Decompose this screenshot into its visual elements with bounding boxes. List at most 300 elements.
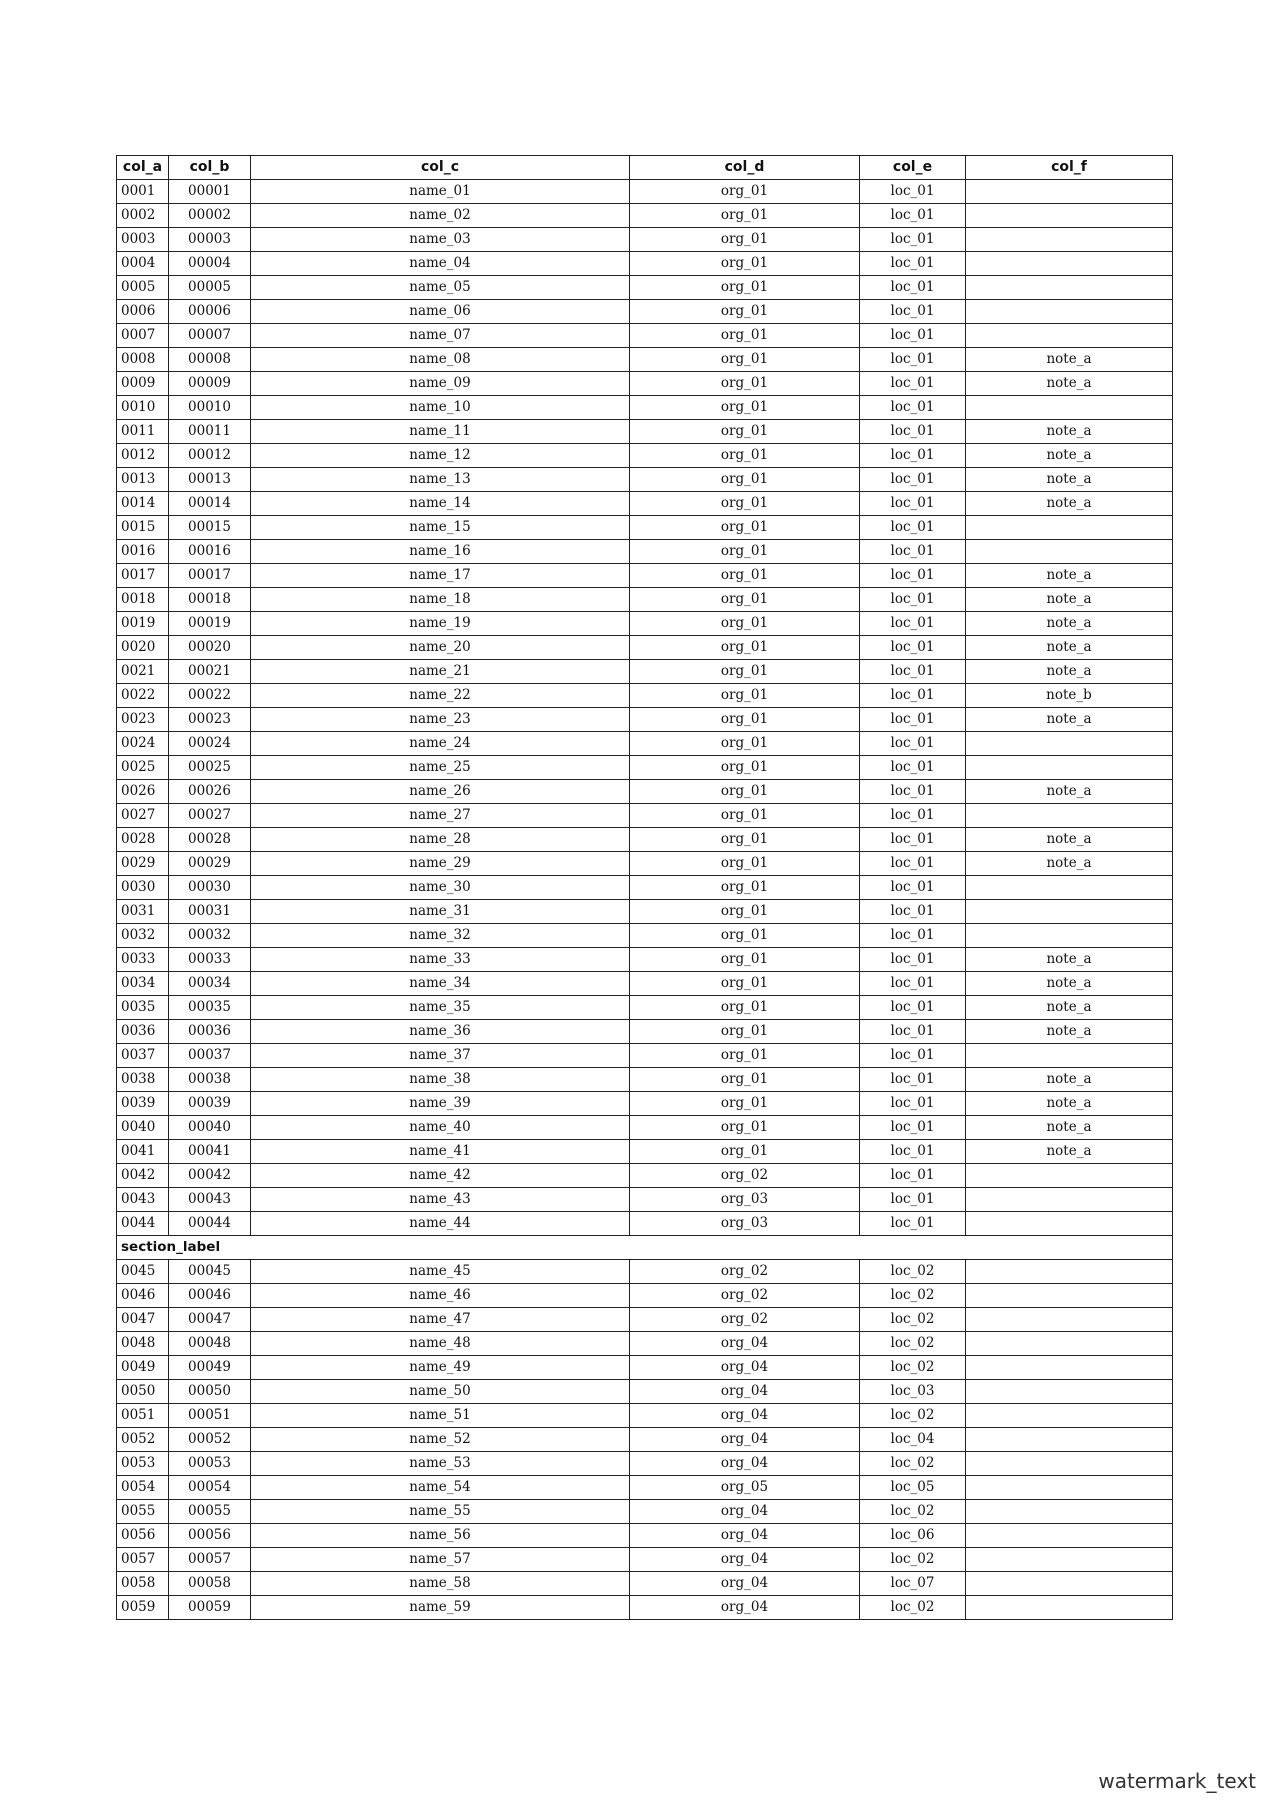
col-b-cell: 00043 <box>169 1188 251 1212</box>
col-b-cell: 00003 <box>169 228 251 252</box>
col-f-cell: note_a <box>966 852 1173 876</box>
table-row <box>117 372 1173 396</box>
col-c-cell: name_41 <box>251 1140 630 1164</box>
table-row <box>117 1524 1173 1548</box>
col-e-cell: loc_01 <box>860 228 966 252</box>
col-f-cell <box>966 924 1173 948</box>
col-d-cell: org_02 <box>630 1308 860 1332</box>
col-b-cell: 00057 <box>169 1548 251 1572</box>
col-c-cell: name_48 <box>251 1332 630 1356</box>
col-f-cell: note_a <box>966 708 1173 732</box>
col-b-cell: 00014 <box>169 492 251 516</box>
table-row <box>117 852 1173 876</box>
col-d-cell: org_01 <box>630 900 860 924</box>
col-c-cell: name_52 <box>251 1428 630 1452</box>
col-f-cell <box>966 1548 1173 1572</box>
col-f-cell <box>966 252 1173 276</box>
col-a-cell: 0043 <box>117 1188 169 1212</box>
col-e-cell: loc_01 <box>860 612 966 636</box>
col-d-cell: org_02 <box>630 1164 860 1188</box>
col-d-cell: org_02 <box>630 1260 860 1284</box>
table-row <box>117 588 1173 612</box>
col-f-cell: note_a <box>966 996 1173 1020</box>
col-d-cell: org_01 <box>630 180 860 204</box>
table-row <box>117 732 1173 756</box>
col-f-cell <box>966 540 1173 564</box>
col-e-cell: loc_02 <box>860 1548 966 1572</box>
col-a-cell: 0058 <box>117 1572 169 1596</box>
col-c-cell: name_18 <box>251 588 630 612</box>
col-a-cell: 0046 <box>117 1284 169 1308</box>
table-row <box>117 252 1173 276</box>
table-row <box>117 1596 1173 1620</box>
col-e-cell: loc_02 <box>860 1404 966 1428</box>
col-e-cell: loc_01 <box>860 948 966 972</box>
col-f-cell <box>966 1356 1173 1380</box>
header-col-f: col_f <box>966 156 1173 180</box>
col-c-cell: name_44 <box>251 1212 630 1236</box>
data-sheet <box>116 155 1172 1620</box>
col-d-cell: org_01 <box>630 276 860 300</box>
col-b-cell: 00018 <box>169 588 251 612</box>
col-a-cell: 0016 <box>117 540 169 564</box>
col-d-cell: org_02 <box>630 1284 860 1308</box>
col-f-cell <box>966 1572 1173 1596</box>
col-e-cell: loc_01 <box>860 1044 966 1068</box>
col-e-cell: loc_02 <box>860 1332 966 1356</box>
col-d-cell: org_04 <box>630 1548 860 1572</box>
col-d-cell: org_01 <box>630 396 860 420</box>
col-b-cell: 00040 <box>169 1116 251 1140</box>
col-e-cell: loc_01 <box>860 1188 966 1212</box>
col-a-cell: 0004 <box>117 252 169 276</box>
col-b-cell: 00044 <box>169 1212 251 1236</box>
col-c-cell: name_09 <box>251 372 630 396</box>
table-row <box>117 1548 1173 1572</box>
col-d-cell: org_04 <box>630 1596 860 1620</box>
col-b-cell: 00053 <box>169 1452 251 1476</box>
table-row <box>117 948 1173 972</box>
col-c-cell: name_13 <box>251 468 630 492</box>
col-b-cell: 00007 <box>169 324 251 348</box>
table-row <box>117 804 1173 828</box>
col-e-cell: loc_01 <box>860 852 966 876</box>
col-b-cell: 00026 <box>169 780 251 804</box>
col-e-cell: loc_01 <box>860 1140 966 1164</box>
col-b-cell: 00033 <box>169 948 251 972</box>
col-a-cell: 0009 <box>117 372 169 396</box>
col-b-cell: 00032 <box>169 924 251 948</box>
table-row <box>117 900 1173 924</box>
table-row <box>117 1452 1173 1476</box>
col-d-cell: org_01 <box>630 564 860 588</box>
col-b-cell: 00051 <box>169 1404 251 1428</box>
col-b-cell: 00048 <box>169 1332 251 1356</box>
col-a-cell: 0003 <box>117 228 169 252</box>
col-d-cell: org_01 <box>630 804 860 828</box>
col-e-cell: loc_01 <box>860 660 966 684</box>
table-row <box>117 492 1173 516</box>
col-e-cell: loc_01 <box>860 1092 966 1116</box>
col-e-cell: loc_01 <box>860 540 966 564</box>
table-row <box>117 348 1173 372</box>
col-b-cell: 00020 <box>169 636 251 660</box>
col-a-cell: 0055 <box>117 1500 169 1524</box>
table-row <box>117 276 1173 300</box>
col-a-cell: 0027 <box>117 804 169 828</box>
col-a-cell: 0025 <box>117 756 169 780</box>
col-f-cell <box>966 1524 1173 1548</box>
col-f-cell <box>966 1500 1173 1524</box>
col-c-cell: name_27 <box>251 804 630 828</box>
col-c-cell: name_46 <box>251 1284 630 1308</box>
col-a-cell: 0017 <box>117 564 169 588</box>
col-f-cell: note_a <box>966 948 1173 972</box>
col-d-cell: org_04 <box>630 1332 860 1356</box>
col-c-cell: name_26 <box>251 780 630 804</box>
col-e-cell: loc_02 <box>860 1284 966 1308</box>
col-e-cell: loc_03 <box>860 1380 966 1404</box>
col-b-cell: 00017 <box>169 564 251 588</box>
col-e-cell: loc_01 <box>860 972 966 996</box>
table-row <box>117 444 1173 468</box>
col-d-cell: org_01 <box>630 1140 860 1164</box>
table-row <box>117 324 1173 348</box>
col-c-cell: name_34 <box>251 972 630 996</box>
col-c-cell: name_07 <box>251 324 630 348</box>
col-c-cell: name_04 <box>251 252 630 276</box>
col-e-cell: loc_01 <box>860 588 966 612</box>
col-f-cell: note_a <box>966 1116 1173 1140</box>
col-f-cell: note_a <box>966 372 1173 396</box>
col-f-cell: note_a <box>966 828 1173 852</box>
col-f-cell: note_a <box>966 972 1173 996</box>
col-d-cell: org_01 <box>630 972 860 996</box>
col-b-cell: 00028 <box>169 828 251 852</box>
table-row <box>117 612 1173 636</box>
col-f-cell: note_a <box>966 660 1173 684</box>
col-d-cell: org_04 <box>630 1404 860 1428</box>
col-e-cell: loc_01 <box>860 756 966 780</box>
col-b-cell: 00039 <box>169 1092 251 1116</box>
col-d-cell: org_01 <box>630 204 860 228</box>
col-f-cell <box>966 1212 1173 1236</box>
table-header-row <box>117 156 1173 180</box>
table-row <box>117 1332 1173 1356</box>
col-c-cell: name_38 <box>251 1068 630 1092</box>
col-f-cell: note_a <box>966 1068 1173 1092</box>
col-d-cell: org_01 <box>630 372 860 396</box>
col-d-cell: org_01 <box>630 1116 860 1140</box>
col-c-cell: name_43 <box>251 1188 630 1212</box>
col-c-cell: name_45 <box>251 1260 630 1284</box>
col-b-cell: 00013 <box>169 468 251 492</box>
col-c-cell: name_49 <box>251 1356 630 1380</box>
data-table <box>116 155 1173 1620</box>
col-c-cell: name_50 <box>251 1380 630 1404</box>
col-a-cell: 0031 <box>117 900 169 924</box>
col-f-cell <box>966 516 1173 540</box>
col-a-cell: 0010 <box>117 396 169 420</box>
col-d-cell: org_01 <box>630 996 860 1020</box>
table-row <box>117 1212 1173 1236</box>
col-a-cell: 0049 <box>117 1356 169 1380</box>
table-row <box>117 1188 1173 1212</box>
col-c-cell: name_57 <box>251 1548 630 1572</box>
section-row <box>117 1236 1173 1260</box>
col-b-cell: 00054 <box>169 1476 251 1500</box>
col-b-cell: 00034 <box>169 972 251 996</box>
col-a-cell: 0006 <box>117 300 169 324</box>
col-a-cell: 0015 <box>117 516 169 540</box>
col-a-cell: 0047 <box>117 1308 169 1332</box>
col-a-cell: 0045 <box>117 1260 169 1284</box>
col-c-cell: name_56 <box>251 1524 630 1548</box>
table-row <box>117 636 1173 660</box>
col-e-cell: loc_01 <box>860 900 966 924</box>
table-row <box>117 1116 1173 1140</box>
col-a-cell: 0032 <box>117 924 169 948</box>
col-a-cell: 0020 <box>117 636 169 660</box>
col-c-cell: name_35 <box>251 996 630 1020</box>
table-row <box>117 828 1173 852</box>
col-e-cell: loc_01 <box>860 996 966 1020</box>
col-c-cell: name_08 <box>251 348 630 372</box>
col-b-cell: 00036 <box>169 1020 251 1044</box>
col-f-cell: note_a <box>966 492 1173 516</box>
col-f-cell <box>966 1308 1173 1332</box>
col-d-cell: org_01 <box>630 1044 860 1068</box>
col-e-cell: loc_04 <box>860 1428 966 1452</box>
col-e-cell: loc_01 <box>860 924 966 948</box>
col-f-cell <box>966 804 1173 828</box>
col-f-cell <box>966 1428 1173 1452</box>
col-f-cell: note_a <box>966 564 1173 588</box>
col-b-cell: 00016 <box>169 540 251 564</box>
col-f-cell <box>966 1044 1173 1068</box>
col-f-cell: note_a <box>966 1140 1173 1164</box>
col-c-cell: name_19 <box>251 612 630 636</box>
col-a-cell: 0036 <box>117 1020 169 1044</box>
table-row <box>117 1572 1173 1596</box>
col-f-cell <box>966 900 1173 924</box>
col-d-cell: org_04 <box>630 1380 860 1404</box>
col-e-cell: loc_01 <box>860 492 966 516</box>
table-row <box>117 1020 1173 1044</box>
col-b-cell: 00055 <box>169 1500 251 1524</box>
col-a-cell: 0013 <box>117 468 169 492</box>
col-e-cell: loc_01 <box>860 300 966 324</box>
table-row <box>117 1164 1173 1188</box>
col-e-cell: loc_01 <box>860 1020 966 1044</box>
col-a-cell: 0033 <box>117 948 169 972</box>
col-a-cell: 0029 <box>117 852 169 876</box>
col-a-cell: 0050 <box>117 1380 169 1404</box>
col-c-cell: name_51 <box>251 1404 630 1428</box>
col-b-cell: 00037 <box>169 1044 251 1068</box>
col-b-cell: 00012 <box>169 444 251 468</box>
col-e-cell: loc_01 <box>860 732 966 756</box>
col-b-cell: 00006 <box>169 300 251 324</box>
col-e-cell: loc_01 <box>860 1212 966 1236</box>
table-row <box>117 516 1173 540</box>
col-e-cell: loc_01 <box>860 780 966 804</box>
col-c-cell: name_10 <box>251 396 630 420</box>
col-c-cell: name_22 <box>251 684 630 708</box>
col-f-cell <box>966 732 1173 756</box>
col-c-cell: name_39 <box>251 1092 630 1116</box>
col-b-cell: 00052 <box>169 1428 251 1452</box>
col-a-cell: 0039 <box>117 1092 169 1116</box>
col-d-cell: org_01 <box>630 516 860 540</box>
col-e-cell: loc_01 <box>860 276 966 300</box>
col-b-cell: 00005 <box>169 276 251 300</box>
col-a-cell: 0005 <box>117 276 169 300</box>
col-e-cell: loc_01 <box>860 636 966 660</box>
col-a-cell: 0059 <box>117 1596 169 1620</box>
col-d-cell: org_01 <box>630 1020 860 1044</box>
col-b-cell: 00001 <box>169 180 251 204</box>
col-a-cell: 0024 <box>117 732 169 756</box>
col-b-cell: 00030 <box>169 876 251 900</box>
col-a-cell: 0037 <box>117 1044 169 1068</box>
col-d-cell: org_01 <box>630 828 860 852</box>
col-f-cell <box>966 1188 1173 1212</box>
col-a-cell: 0034 <box>117 972 169 996</box>
col-e-cell: loc_02 <box>860 1596 966 1620</box>
col-c-cell: name_23 <box>251 708 630 732</box>
col-a-cell: 0038 <box>117 1068 169 1092</box>
col-b-cell: 00047 <box>169 1308 251 1332</box>
col-c-cell: name_37 <box>251 1044 630 1068</box>
col-a-cell: 0001 <box>117 180 169 204</box>
col-e-cell: loc_01 <box>860 324 966 348</box>
col-e-cell: loc_02 <box>860 1500 966 1524</box>
col-e-cell: loc_01 <box>860 396 966 420</box>
section-label: section_label <box>117 1236 1173 1260</box>
col-e-cell: loc_01 <box>860 420 966 444</box>
col-a-cell: 0048 <box>117 1332 169 1356</box>
col-e-cell: loc_07 <box>860 1572 966 1596</box>
col-e-cell: loc_05 <box>860 1476 966 1500</box>
col-e-cell: loc_01 <box>860 1116 966 1140</box>
col-d-cell: org_04 <box>630 1452 860 1476</box>
col-b-cell: 00024 <box>169 732 251 756</box>
col-c-cell: name_33 <box>251 948 630 972</box>
col-c-cell: name_53 <box>251 1452 630 1476</box>
table-row <box>117 420 1173 444</box>
col-d-cell: org_01 <box>630 876 860 900</box>
col-d-cell: org_01 <box>630 612 860 636</box>
table-row <box>117 396 1173 420</box>
col-d-cell: org_01 <box>630 1092 860 1116</box>
col-a-cell: 0021 <box>117 660 169 684</box>
col-d-cell: org_01 <box>630 708 860 732</box>
col-f-cell <box>966 300 1173 324</box>
table-row <box>117 228 1173 252</box>
table-row <box>117 756 1173 780</box>
table-row <box>117 1404 1173 1428</box>
table-row <box>117 468 1173 492</box>
col-e-cell: loc_01 <box>860 684 966 708</box>
col-c-cell: name_24 <box>251 732 630 756</box>
col-c-cell: name_47 <box>251 1308 630 1332</box>
col-b-cell: 00015 <box>169 516 251 540</box>
table-row <box>117 1068 1173 1092</box>
col-d-cell: org_01 <box>630 732 860 756</box>
table-row <box>117 1140 1173 1164</box>
col-c-cell: name_06 <box>251 300 630 324</box>
col-d-cell: org_01 <box>630 924 860 948</box>
col-b-cell: 00027 <box>169 804 251 828</box>
col-d-cell: org_01 <box>630 300 860 324</box>
table-row <box>117 684 1173 708</box>
col-c-cell: name_59 <box>251 1596 630 1620</box>
col-f-cell: note_a <box>966 636 1173 660</box>
table-row <box>117 996 1173 1020</box>
col-e-cell: loc_02 <box>860 1260 966 1284</box>
col-b-cell: 00025 <box>169 756 251 780</box>
col-e-cell: loc_01 <box>860 444 966 468</box>
col-b-cell: 00002 <box>169 204 251 228</box>
col-d-cell: org_01 <box>630 540 860 564</box>
col-f-cell <box>966 1476 1173 1500</box>
col-b-cell: 00049 <box>169 1356 251 1380</box>
col-d-cell: org_01 <box>630 684 860 708</box>
col-f-cell: note_a <box>966 420 1173 444</box>
col-c-cell: name_32 <box>251 924 630 948</box>
col-a-cell: 0040 <box>117 1116 169 1140</box>
col-b-cell: 00004 <box>169 252 251 276</box>
col-a-cell: 0056 <box>117 1524 169 1548</box>
header-col-c: col_c <box>251 156 630 180</box>
col-b-cell: 00023 <box>169 708 251 732</box>
col-e-cell: loc_02 <box>860 1308 966 1332</box>
col-e-cell: loc_02 <box>860 1452 966 1476</box>
col-d-cell: org_01 <box>630 492 860 516</box>
col-d-cell: org_01 <box>630 420 860 444</box>
col-a-cell: 0051 <box>117 1404 169 1428</box>
col-e-cell: loc_01 <box>860 204 966 228</box>
table-row <box>117 300 1173 324</box>
col-b-cell: 00059 <box>169 1596 251 1620</box>
col-c-cell: name_05 <box>251 276 630 300</box>
table-row <box>117 204 1173 228</box>
col-c-cell: name_01 <box>251 180 630 204</box>
col-e-cell: loc_01 <box>860 180 966 204</box>
col-f-cell <box>966 1332 1173 1356</box>
col-c-cell: name_02 <box>251 204 630 228</box>
col-e-cell: loc_01 <box>860 564 966 588</box>
col-c-cell: name_58 <box>251 1572 630 1596</box>
table-row <box>117 1044 1173 1068</box>
table-row <box>117 1092 1173 1116</box>
col-c-cell: name_15 <box>251 516 630 540</box>
col-c-cell: name_28 <box>251 828 630 852</box>
col-f-cell: note_b <box>966 684 1173 708</box>
col-f-cell: note_a <box>966 444 1173 468</box>
col-a-cell: 0023 <box>117 708 169 732</box>
col-a-cell: 0014 <box>117 492 169 516</box>
col-c-cell: name_42 <box>251 1164 630 1188</box>
col-b-cell: 00035 <box>169 996 251 1020</box>
col-f-cell <box>966 1596 1173 1620</box>
table-row <box>117 780 1173 804</box>
col-b-cell: 00019 <box>169 612 251 636</box>
col-b-cell: 00021 <box>169 660 251 684</box>
col-a-cell: 0052 <box>117 1428 169 1452</box>
col-c-cell: name_30 <box>251 876 630 900</box>
